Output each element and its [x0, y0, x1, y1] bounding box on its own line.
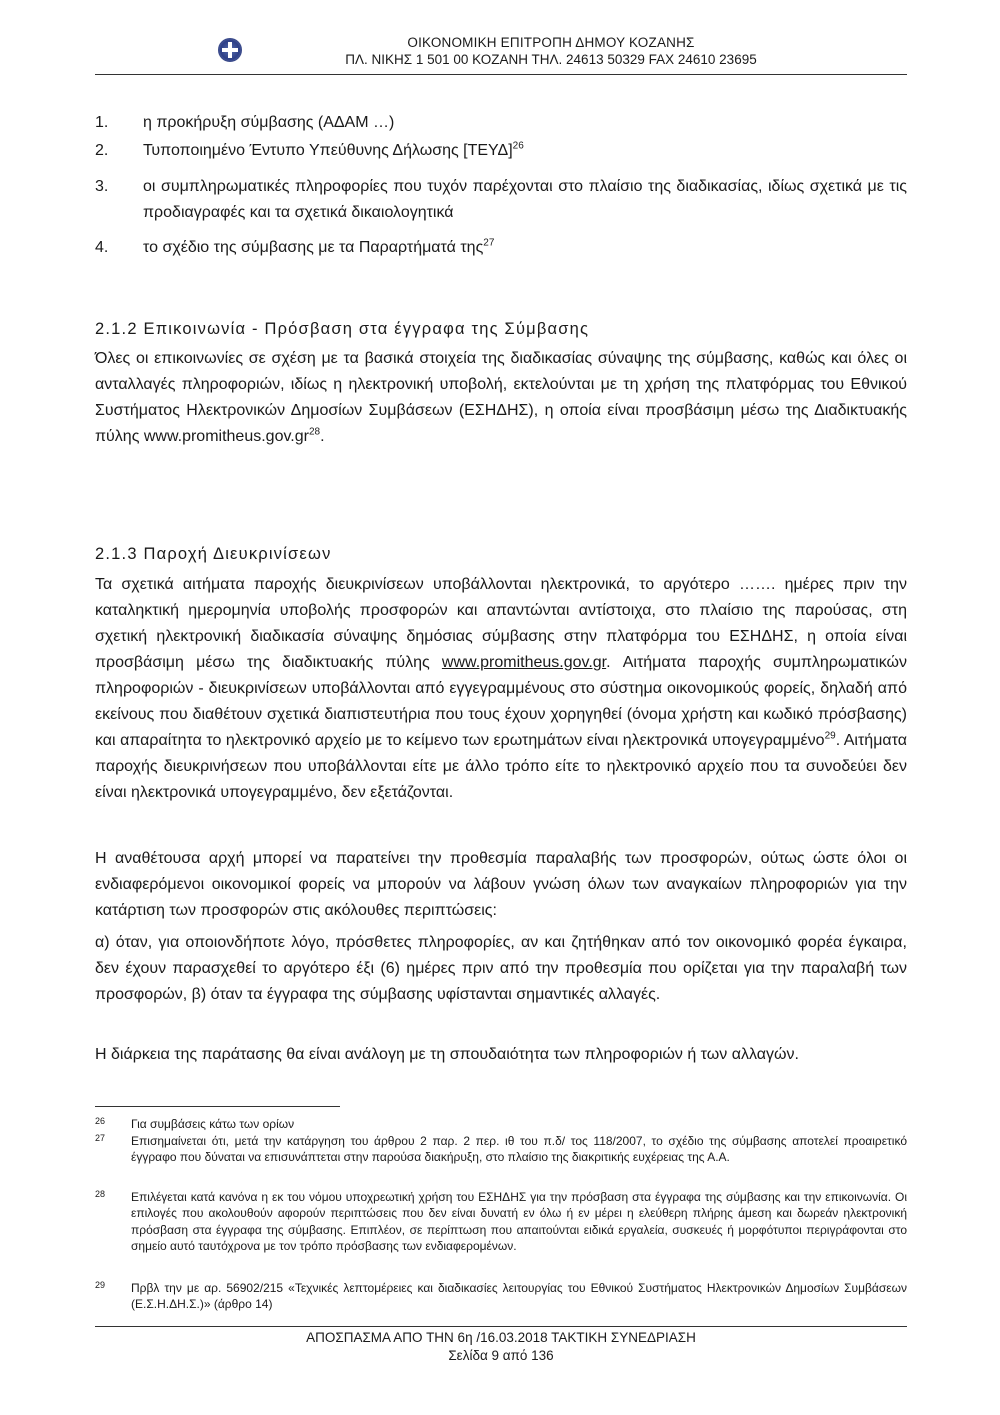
- list-text: η προκήρυξη σύμβασης (ΑΔΑΜ …): [143, 114, 395, 131]
- header-divider: [95, 74, 907, 75]
- footnote-text: Επιλέγεται κατά κανόνα η εκ του νόμου υποχρεωτική χρήση του ΕΣΗΔΗΣ για την πρόσβαση στα έγγραφα της σύμβασης και την επικοινωνία. Οι επιλογές που ακολουθούν αφορούν περιπτώσεις που δεν είναι δυνατή εν όλω ή εν μέρει η ελεύθερη πλήρης άμεση και δωρεάν ηλεκτρονική πρόσβαση στα έγγραφα της σύμβασης. Επιπλέον, σε περίπτωση που απαιτούνται ειδικά εργαλεία, συσκευές ή μορφότυποι περιγράφονται στο σημείο αυτό ταυτόχρονα με τον τρόπο πρόσβασης των ενδιαφερομένων.: [131, 1190, 907, 1253]
- promitheus-link[interactable]: www.promitheus.gov.gr: [441, 654, 607, 671]
- list-item: [95, 235, 907, 261]
- list-number: 4.: [95, 239, 109, 256]
- list-item: [95, 110, 907, 136]
- list-text: το σχέδιο της σύμβασης με τα Παραρτήματά της: [143, 239, 484, 256]
- footnote-number: 27: [95, 1133, 106, 1143]
- section-2-1-2-paragraph: [95, 346, 907, 450]
- footnote-26: [95, 1116, 907, 1132]
- section-2-1-3-paragraph-2: Η αναθέτουσα αρχή μπορεί να παρατείνει την προθεσμία παραλαβής των προσφορών, ούτως ώστε όλοι οι ενδιαφερόμενοι οικονομικοί φορείς να μπορούν να λάβουν γνώση όλων των αναγκαίων πληροφοριών για την κατάρτιση των προσφορών στις ακόλουθες περιπτώσεις:: [95, 850, 907, 919]
- list-item: [95, 138, 907, 164]
- list-text: Τυποποιημένο Έντυπο Υπεύθυνης Δήλωσης [ΤΕΥΔ]: [143, 142, 513, 159]
- paragraph-text: Όλες οι επικοινωνίες σε σχέση με τα βασικά στοιχεία της διαδικασίας σύναψης της σύμβασης, καθώς και όλες οι ανταλλαγές πληροφοριών, ιδίως η ηλεκτρονική υποβολή, εκτελούνται με τη χρήση της πλατφόρμας του Εθνικού Συστήματος Ηλεκτρονικών Δημοσίων Συμβάσεων (ΕΣΗΔΗΣ), η οποία είναι προσβάσιμη μέσω της Διαδικτυακής πύλης www.promitheus.gov.gr: [95, 350, 907, 445]
- footnote-number: 29: [95, 1280, 106, 1290]
- footnote-number: 26: [95, 1116, 106, 1126]
- footnote-number: 28: [95, 1189, 106, 1199]
- footnote-29: [95, 1280, 907, 1313]
- footer-meeting: ΑΠΟΣΠΑΣΜΑ ΑΠΟ ΤΗΝ 6η /16.03.2018 ΤΑΚΤΙΚΗ ΣΥΝΕΔΡΙΑΣΗ: [306, 1330, 696, 1345]
- paragraph-text: Τα σχετικά αιτήματα παροχής διευκρινίσεων υποβάλλονται ηλεκτρονικά, το αργότερο ……. ημέρες πριν την καταληκτική ημερομηνία υποβολής προσφορών και απαντώνται αντίστοιχα, στο πλαίσιο της παρούσας, στη σχετική ηλεκτρονική διαδικασία σύναψης δημόσιας σύμβασης στην πλατφόρμα του ΕΣΗΔΗΣ, η οποία είναι προσβάσιμη μέσω της διαδικτυακής πύλης: [95, 576, 907, 671]
- list-item: [95, 174, 907, 226]
- footnote-ref[interactable]: 27: [483, 237, 495, 249]
- section-heading-2-1-3: 2.1.3 Παροχή Διευκρινίσεων: [95, 545, 332, 563]
- section-2-1-3-paragraph-4: Η διάρκεια της παράτασης θα είναι ανάλογη με τη σπουδαιότητα των πληροφοριών ή των αλλαγών.: [95, 1046, 799, 1063]
- section-2-1-3-paragraph-1: [95, 572, 907, 806]
- paragraph-text: . Αιτήματα παροχής συμπληρωματικών πληροφοριών - διευκρινίσεων υποβάλλονται από εγγεγραμμένους στο σύστημα οικονομικούς φορείς, δηλαδή από εκείνους που διαθέτουν σχετικά διαπιστευτήρια που τους έχουν χορηγηθεί (όνομα χρήστη και κωδικό πρόσβασης) και απαραίτητα το ηλεκτρονικό αρχείο με το κείμενο των ερωτημάτων είναι ηλεκτρονικά υπογεγραμμένο: [95, 654, 907, 749]
- page-header: [95, 33, 907, 75]
- footnote-text: Επισημαίνεται ότι, μετά την κατάργηση του άρθρου 2 παρ. 2 περ. ιθ του π.δ/ τος 118/2007, το σχέδιο της σύμβασης αποτελεί προαιρετικό έγγραφο που δύναται να επισυνάπτεται στην παρούσα διακήρυξη, στο πλαίσιο της διακριτικής ευχέρειας της Α.Α.: [131, 1134, 907, 1165]
- section-2-1-3-paragraph-3: α) όταν, για οποιονδήποτε λόγο, πρόσθετες πληροφορίες, αν και ζητήθηκαν από τον οικονομικό φορέα έγκαιρα, δεν έχουν παρασχεθεί το αργότερο έξι (6) ημέρες πριν από την προθεσμία που ορίζεται για την παραλαβή των προσφορών, β) όταν τα έγγραφα της σύμβασης υφίστανται σημαντικές αλλαγές.: [95, 934, 907, 1003]
- footnote-divider: [95, 1106, 340, 1107]
- page-number: Σελίδα 9 από 136: [448, 1348, 554, 1363]
- footnote-ref[interactable]: 28: [308, 426, 321, 438]
- list-text: οι συμπληρωματικές πληροφορίες που τυχόν παρέχονται στο πλαίσιο της διαδικασίας, ιδίως σχετικά με τις προδιαγραφές και τα σχετικά δικαιολογητικά: [143, 178, 907, 221]
- list-number: 1.: [95, 114, 109, 131]
- list-number: 2.: [95, 142, 109, 159]
- footnote-27: [95, 1133, 907, 1166]
- paragraph-text: . Αιτήματα παροχής διευκρινήσεων που υποβάλλονται είτε με άλλο τρόπο είτε το ηλεκτρονικό αρχείο που τα συνοδεύει δεν είναι ηλεκτρονικά υπογεγραμμένο, δεν εξετάζονται.: [95, 732, 908, 801]
- paragraph-end: .: [320, 428, 325, 445]
- section-heading-2-1-2: 2.1.2 Επικοινωνία - Πρόσβαση στα έγγραφα της Σύμβασης: [95, 320, 590, 338]
- footnote-ref[interactable]: 26: [512, 140, 524, 152]
- footnote-text: Για συμβάσεις κάτω των ορίων: [131, 1117, 295, 1131]
- header-address: ΠΛ. ΝΙΚΗΣ 1 501 00 ΚΟΖΑΝΗ ΤΗΛ. 24613 50329 FAX 24610 23695: [345, 52, 757, 67]
- footnote-ref[interactable]: 29: [824, 730, 836, 742]
- header-organization: ΟΙΚΟΝΟΜΙΚΗ ΕΠΙΤΡΟΠΗ ΔΗΜΟΥ ΚΟΖΑΝΗΣ: [407, 35, 695, 50]
- list-number: 3.: [95, 178, 109, 195]
- footer-divider: [95, 1326, 907, 1327]
- footnote-28: [95, 1189, 907, 1254]
- footnote-text: Πρβλ την με αρ. 56902/215 «Τεχνικές λεπτομέρειες και διαδικασίες λειτουργίας του Εθνικού Συστήματος Ηλεκτρονικών Δημοσίων Συμβάσεων (Ε.Σ.Η.ΔΗ.Σ.)» (άρθρο 14): [131, 1281, 907, 1312]
